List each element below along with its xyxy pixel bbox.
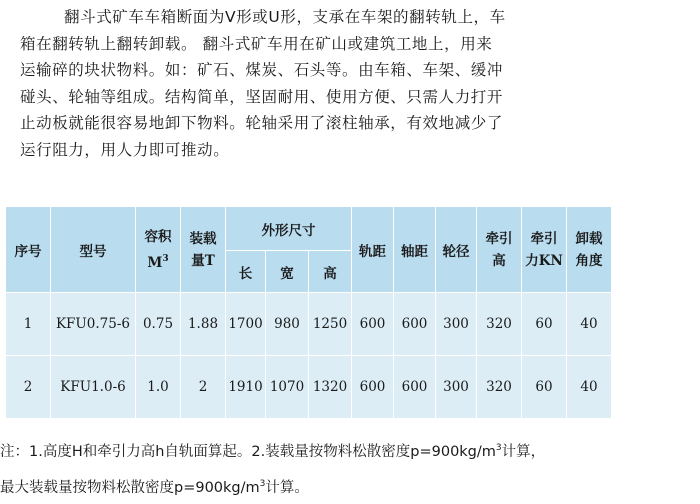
cell-wheelbase: 600 [394,293,436,356]
header-wheel-diameter: 轮径 [436,207,477,293]
cell-traction-force: 60 [522,293,567,356]
cell-wheelbase: 600 [394,356,436,419]
cell-no: 1 [6,293,51,356]
header-gauge: 轨距 [352,207,394,293]
header-volume: 容积 $M^3$ [136,207,181,293]
intro-line: 运行阻力，用人力即可推动。 [20,140,230,159]
header-no: 序号 [6,207,51,293]
intro-line: 碰头、轮轴等组成。结构简单，坚固耐用、使用方便、只需人力打开 [20,87,504,106]
intro-line: 箱在翻转轨上翻转卸载。 翻斗式矿车用在矿山或建筑工地上，用来 [20,34,493,53]
spec-table [5,206,612,419]
header-height: 高 [309,251,352,293]
note-line: 注：1.高度H和牵引力高h自轨面算起。2.装载量按物料松散密度$p=900kg/m^3$计算， [0,443,546,460]
cell-dump-angle: 40 [567,356,612,419]
cell-load: 1.88 [181,293,226,356]
intro-line: 止动板就能很容易地卸下物料。轮轴采用了滚柱轴承，有效地减少了 [20,114,504,132]
cell-traction-height: 320 [477,293,522,356]
intro-paragraph [20,4,540,163]
cell-length: 1910 [226,356,266,419]
cell-gauge: 600 [352,293,394,356]
table-row [6,356,612,419]
header-load: 装载 量T [181,207,226,293]
cell-width: 980 [266,293,309,356]
cell-wheel-diameter: 300 [436,293,477,356]
cell-gauge: 600 [352,356,394,419]
cell-model: KFU0.75-6 [51,293,136,356]
cell-traction-height: 320 [477,356,522,419]
header-model: 型号 [51,207,136,293]
cell-width: 1070 [266,356,309,419]
cell-volume: 0.75 [136,293,181,356]
cell-no: 2 [6,356,51,419]
intro-line: 翻斗式矿车车箱断面为V形或U形，支承在车架的翻转轨上，车 [64,8,506,26]
header-length: 长 [226,251,266,293]
cell-height: 1320 [309,356,352,419]
header-dump-angle: 卸载 角度 [567,207,612,293]
table-row [6,293,612,356]
cell-model: KFU1.0-6 [51,356,136,419]
header-traction-height: 牵引 高 [477,207,522,293]
header-width: 宽 [266,251,309,293]
header-wheelbase: 轴距 [394,207,436,293]
cell-traction-force: 60 [522,356,567,419]
cell-volume: 1.0 [136,356,181,419]
cell-wheel-diameter: 300 [436,356,477,419]
cell-length: 1700 [226,293,266,356]
cell-height: 1250 [309,293,352,356]
note-line: 最大装载量按物料松散密度$p=900kg/m^3$计算。 [0,479,309,496]
header-traction-force: 牵引 力KN [522,207,567,293]
cell-dump-angle: 40 [567,293,612,356]
intro-line: 运输碎的块状物料。如：矿石、煤炭、石头等。由车箱、车架、缓冲 [20,61,504,79]
header-dimensions: 外形尺寸 [226,207,352,251]
cell-load: 2 [181,356,226,419]
